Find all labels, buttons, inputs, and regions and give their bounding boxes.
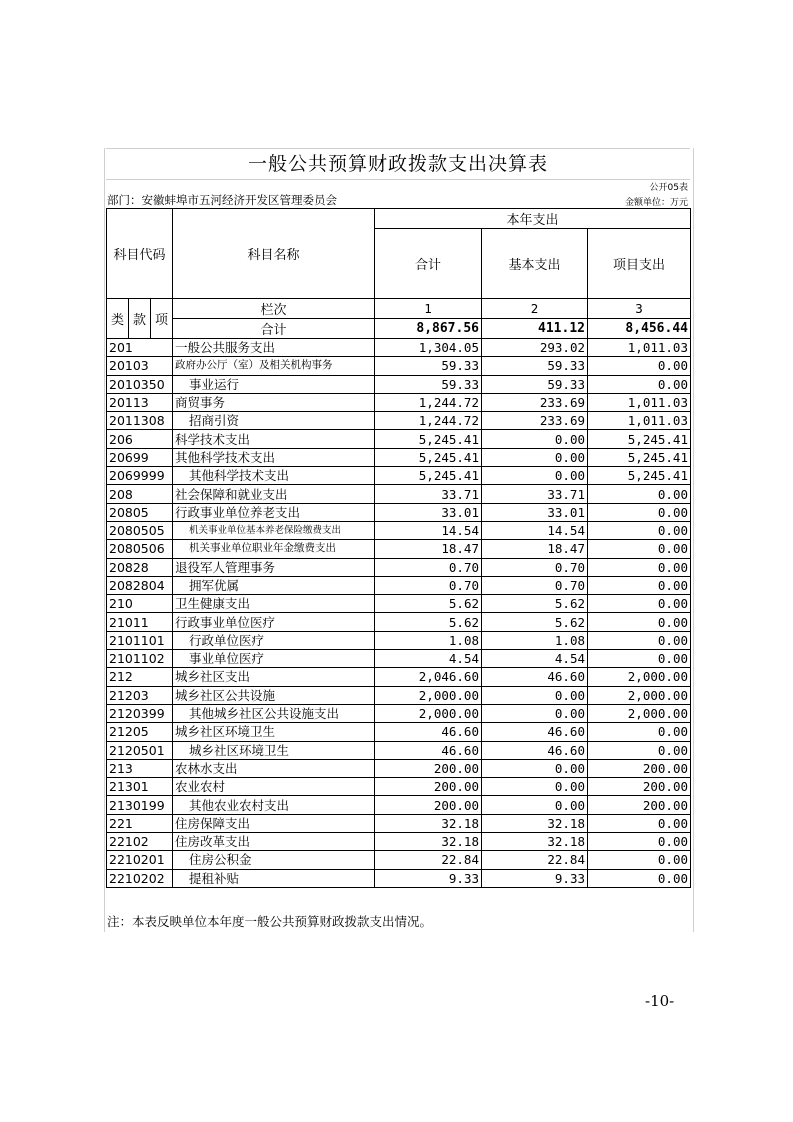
subject-name: 机关事业单位基本养老保险缴费支出 bbox=[173, 521, 375, 539]
column-number-3: 3 bbox=[588, 299, 691, 319]
amount-basic: 4.54 bbox=[482, 650, 588, 668]
grand-total-basic: 411.12 bbox=[482, 319, 588, 339]
subject-name: 城乡社区公共设施 bbox=[173, 686, 375, 704]
subject-code: 2080505 bbox=[107, 521, 173, 539]
amount-project: 200.00 bbox=[588, 796, 691, 814]
amount-total: 1,304.05 bbox=[375, 339, 482, 357]
amount-basic: 5.62 bbox=[482, 595, 588, 613]
amount-basic: 18.47 bbox=[482, 540, 588, 558]
amount-basic: 5.62 bbox=[482, 613, 588, 631]
amount-total: 46.60 bbox=[375, 741, 482, 759]
amount-total: 1.08 bbox=[375, 631, 482, 649]
amount-total: 9.33 bbox=[375, 869, 482, 887]
amount-basic: 22.84 bbox=[482, 851, 588, 869]
table-row bbox=[107, 650, 691, 668]
subject-name: 农林水支出 bbox=[173, 759, 375, 777]
amount-basic: 9.33 bbox=[482, 869, 588, 887]
amount-project: 1,011.03 bbox=[588, 393, 691, 411]
amount-project: 2,000.00 bbox=[588, 686, 691, 704]
amount-total: 59.33 bbox=[375, 357, 482, 375]
amount-total: 1,244.72 bbox=[375, 412, 482, 430]
amount-project: 0.00 bbox=[588, 869, 691, 887]
subject-code: 2010350 bbox=[107, 375, 173, 393]
subject-name: 行政事业单位医疗 bbox=[173, 613, 375, 631]
subject-code: 2101101 bbox=[107, 631, 173, 649]
amount-unit: 金额单位：万元 bbox=[624, 198, 688, 208]
subject-code: 2069999 bbox=[107, 467, 173, 485]
table-row bbox=[107, 851, 691, 869]
amount-project: 2,000.00 bbox=[588, 668, 691, 686]
subject-code: 21205 bbox=[107, 723, 173, 741]
amount-basic: 14.54 bbox=[482, 521, 588, 539]
expenditure-table bbox=[106, 208, 691, 888]
amount-total: 59.33 bbox=[375, 375, 482, 393]
subject-code: 206 bbox=[107, 430, 173, 448]
amount-total: 0.70 bbox=[375, 558, 482, 576]
column-number-2: 2 bbox=[482, 299, 588, 319]
subject-name: 住房改革支出 bbox=[173, 833, 375, 851]
table-row bbox=[107, 668, 691, 686]
column-label: 栏次 bbox=[173, 299, 375, 319]
subject-name: 科学技术支出 bbox=[173, 430, 375, 448]
grand-total: 8,867.56 bbox=[375, 319, 482, 339]
amount-basic: 59.33 bbox=[482, 357, 588, 375]
amount-total: 5.62 bbox=[375, 613, 482, 631]
amount-basic: 233.69 bbox=[482, 393, 588, 411]
amount-project: 0.00 bbox=[588, 833, 691, 851]
amount-project: 1,011.03 bbox=[588, 412, 691, 430]
subject-code: 213 bbox=[107, 759, 173, 777]
subject-name: 行政单位医疗 bbox=[173, 631, 375, 649]
form-number: 公开05表 bbox=[649, 183, 688, 193]
subject-code: 2210201 bbox=[107, 851, 173, 869]
amount-total: 14.54 bbox=[375, 521, 482, 539]
table-row bbox=[107, 576, 691, 594]
subject-name: 住房公积金 bbox=[173, 851, 375, 869]
subject-name: 住房保障支出 bbox=[173, 814, 375, 832]
total-row-label: 合计 bbox=[173, 319, 375, 339]
subject-name: 事业运行 bbox=[173, 375, 375, 393]
amount-basic: 59.33 bbox=[482, 375, 588, 393]
amount-total: 5,245.41 bbox=[375, 467, 482, 485]
amount-total: 18.47 bbox=[375, 540, 482, 558]
amount-total: 0.70 bbox=[375, 576, 482, 594]
amount-project: 0.00 bbox=[588, 357, 691, 375]
amount-total: 22.84 bbox=[375, 851, 482, 869]
amount-basic: 1.08 bbox=[482, 631, 588, 649]
subject-code: 2011308 bbox=[107, 412, 173, 430]
table-row bbox=[107, 430, 691, 448]
amount-basic: 0.00 bbox=[482, 759, 588, 777]
subject-name: 政府办公厅（室）及相关机构事务 bbox=[173, 357, 375, 375]
subject-code: 20103 bbox=[107, 357, 173, 375]
subject-code: 20699 bbox=[107, 448, 173, 466]
amount-total: 5,245.41 bbox=[375, 430, 482, 448]
subject-name: 拥军优属 bbox=[173, 576, 375, 594]
table-row bbox=[107, 741, 691, 759]
table-row bbox=[107, 375, 691, 393]
subject-code: 20113 bbox=[107, 393, 173, 411]
department-label: 部门：安徽蚌埠市五河经济开发区管理委员会 bbox=[107, 193, 337, 207]
grand-total-project: 8,456.44 bbox=[588, 319, 691, 339]
amount-project: 0.00 bbox=[588, 723, 691, 741]
table-row bbox=[107, 595, 691, 613]
table-row bbox=[107, 814, 691, 832]
header-kuan: 款 bbox=[129, 299, 151, 339]
amount-total: 32.18 bbox=[375, 833, 482, 851]
amount-basic: 46.60 bbox=[482, 668, 588, 686]
header-code: 科目代码 bbox=[107, 209, 173, 299]
subject-name: 招商引资 bbox=[173, 412, 375, 430]
subject-code: 2080506 bbox=[107, 540, 173, 558]
amount-basic: 46.60 bbox=[482, 741, 588, 759]
header-xiang: 项 bbox=[151, 299, 173, 339]
amount-total: 33.01 bbox=[375, 503, 482, 521]
amount-project: 0.00 bbox=[588, 576, 691, 594]
subject-name: 农业农村 bbox=[173, 778, 375, 796]
amount-basic: 0.00 bbox=[482, 704, 588, 722]
subject-code: 2082804 bbox=[107, 576, 173, 594]
table-row bbox=[107, 796, 691, 814]
amount-total: 1,244.72 bbox=[375, 393, 482, 411]
amount-total: 2,000.00 bbox=[375, 704, 482, 722]
amount-basic: 0.70 bbox=[482, 576, 588, 594]
amount-basic: 0.00 bbox=[482, 778, 588, 796]
subject-name: 退役军人管理事务 bbox=[173, 558, 375, 576]
subject-code: 21011 bbox=[107, 613, 173, 631]
amount-project: 0.00 bbox=[588, 741, 691, 759]
subject-name: 商贸事务 bbox=[173, 393, 375, 411]
subject-code: 20828 bbox=[107, 558, 173, 576]
table-row bbox=[107, 686, 691, 704]
table-row bbox=[107, 869, 691, 887]
amount-total: 33.71 bbox=[375, 485, 482, 503]
amount-total: 2,046.60 bbox=[375, 668, 482, 686]
table-title: 一般公共预算财政拨款支出决算表 bbox=[106, 148, 690, 180]
subject-code: 210 bbox=[107, 595, 173, 613]
header-name: 科目名称 bbox=[173, 209, 375, 299]
subject-name: 一般公共服务支出 bbox=[173, 339, 375, 357]
amount-project: 0.00 bbox=[588, 650, 691, 668]
amount-project: 0.00 bbox=[588, 485, 691, 503]
amount-basic: 46.60 bbox=[482, 723, 588, 741]
amount-basic: 33.01 bbox=[482, 503, 588, 521]
subject-code: 221 bbox=[107, 814, 173, 832]
subject-code: 212 bbox=[107, 668, 173, 686]
subject-code: 208 bbox=[107, 485, 173, 503]
table-row bbox=[107, 485, 691, 503]
header-basic: 基本支出 bbox=[482, 229, 588, 299]
subject-code: 2120501 bbox=[107, 741, 173, 759]
amount-project: 0.00 bbox=[588, 595, 691, 613]
subject-name: 城乡社区支出 bbox=[173, 668, 375, 686]
table-row bbox=[107, 631, 691, 649]
amount-project: 0.00 bbox=[588, 375, 691, 393]
header-lei: 类 bbox=[107, 299, 129, 339]
amount-project: 0.00 bbox=[588, 613, 691, 631]
table-row bbox=[107, 448, 691, 466]
amount-total: 200.00 bbox=[375, 796, 482, 814]
amount-project: 0.00 bbox=[588, 503, 691, 521]
amount-basic: 0.00 bbox=[482, 686, 588, 704]
amount-basic: 0.00 bbox=[482, 467, 588, 485]
subject-name: 城乡社区环境卫生 bbox=[173, 741, 375, 759]
subject-name: 社会保障和就业支出 bbox=[173, 485, 375, 503]
subject-name: 城乡社区环境卫生 bbox=[173, 723, 375, 741]
amount-basic: 0.70 bbox=[482, 558, 588, 576]
footnote: 注：本表反映单位本年度一般公共预算财政拨款支出情况。 bbox=[107, 914, 433, 929]
amount-project: 5,245.41 bbox=[588, 448, 691, 466]
table-row bbox=[107, 778, 691, 796]
subject-code: 2210202 bbox=[107, 869, 173, 887]
table-row bbox=[107, 704, 691, 722]
amount-project: 0.00 bbox=[588, 521, 691, 539]
amount-project: 200.00 bbox=[588, 778, 691, 796]
table-row bbox=[107, 393, 691, 411]
table-row bbox=[107, 521, 691, 539]
amount-total: 2,000.00 bbox=[375, 686, 482, 704]
table-row bbox=[107, 412, 691, 430]
subject-name: 其他科学技术支出 bbox=[173, 467, 375, 485]
amount-basic: 32.18 bbox=[482, 833, 588, 851]
amount-project: 5,245.41 bbox=[588, 430, 691, 448]
subject-code: 2130199 bbox=[107, 796, 173, 814]
amount-basic: 33.71 bbox=[482, 485, 588, 503]
subject-code: 22102 bbox=[107, 833, 173, 851]
amount-total: 200.00 bbox=[375, 759, 482, 777]
table-row bbox=[107, 339, 691, 357]
amount-total: 46.60 bbox=[375, 723, 482, 741]
table-row bbox=[107, 759, 691, 777]
amount-project: 5,245.41 bbox=[588, 467, 691, 485]
amount-total: 5,245.41 bbox=[375, 448, 482, 466]
subject-code: 21203 bbox=[107, 686, 173, 704]
amount-total: 200.00 bbox=[375, 778, 482, 796]
subject-name: 其他城乡社区公共设施支出 bbox=[173, 704, 375, 722]
column-number-1: 1 bbox=[375, 299, 482, 319]
header-current-year: 本年支出 bbox=[375, 209, 691, 229]
table-row bbox=[107, 467, 691, 485]
page-number: -10- bbox=[645, 992, 675, 1010]
amount-project: 2,000.00 bbox=[588, 704, 691, 722]
amount-basic: 32.18 bbox=[482, 814, 588, 832]
subject-name: 行政事业单位养老支出 bbox=[173, 503, 375, 521]
amount-project: 0.00 bbox=[588, 631, 691, 649]
amount-project: 0.00 bbox=[588, 558, 691, 576]
amount-total: 32.18 bbox=[375, 814, 482, 832]
subject-code: 201 bbox=[107, 339, 173, 357]
table-row bbox=[107, 503, 691, 521]
amount-project: 0.00 bbox=[588, 814, 691, 832]
table-row bbox=[107, 558, 691, 576]
header-total: 合计 bbox=[375, 229, 482, 299]
header-project: 项目支出 bbox=[588, 229, 691, 299]
table-row bbox=[107, 613, 691, 631]
subject-code: 20805 bbox=[107, 503, 173, 521]
table-row bbox=[107, 357, 691, 375]
table-row bbox=[107, 723, 691, 741]
table-row bbox=[107, 833, 691, 851]
subject-name: 机关事业单位职业年金缴费支出 bbox=[173, 540, 375, 558]
subject-name: 卫生健康支出 bbox=[173, 595, 375, 613]
amount-basic: 0.00 bbox=[482, 448, 588, 466]
subject-name: 其他科学技术支出 bbox=[173, 448, 375, 466]
amount-basic: 0.00 bbox=[482, 796, 588, 814]
subject-name: 事业单位医疗 bbox=[173, 650, 375, 668]
amount-basic: 0.00 bbox=[482, 430, 588, 448]
subject-code: 21301 bbox=[107, 778, 173, 796]
subject-code: 2101102 bbox=[107, 650, 173, 668]
subject-code: 2120399 bbox=[107, 704, 173, 722]
amount-total: 4.54 bbox=[375, 650, 482, 668]
table-row bbox=[107, 540, 691, 558]
amount-project: 0.00 bbox=[588, 851, 691, 869]
amount-total: 5.62 bbox=[375, 595, 482, 613]
amount-project: 200.00 bbox=[588, 759, 691, 777]
amount-basic: 233.69 bbox=[482, 412, 588, 430]
amount-project: 0.00 bbox=[588, 540, 691, 558]
amount-project: 1,011.03 bbox=[588, 339, 691, 357]
subject-name: 其他农业农村支出 bbox=[173, 796, 375, 814]
amount-basic: 293.02 bbox=[482, 339, 588, 357]
subject-name: 提租补贴 bbox=[173, 869, 375, 887]
